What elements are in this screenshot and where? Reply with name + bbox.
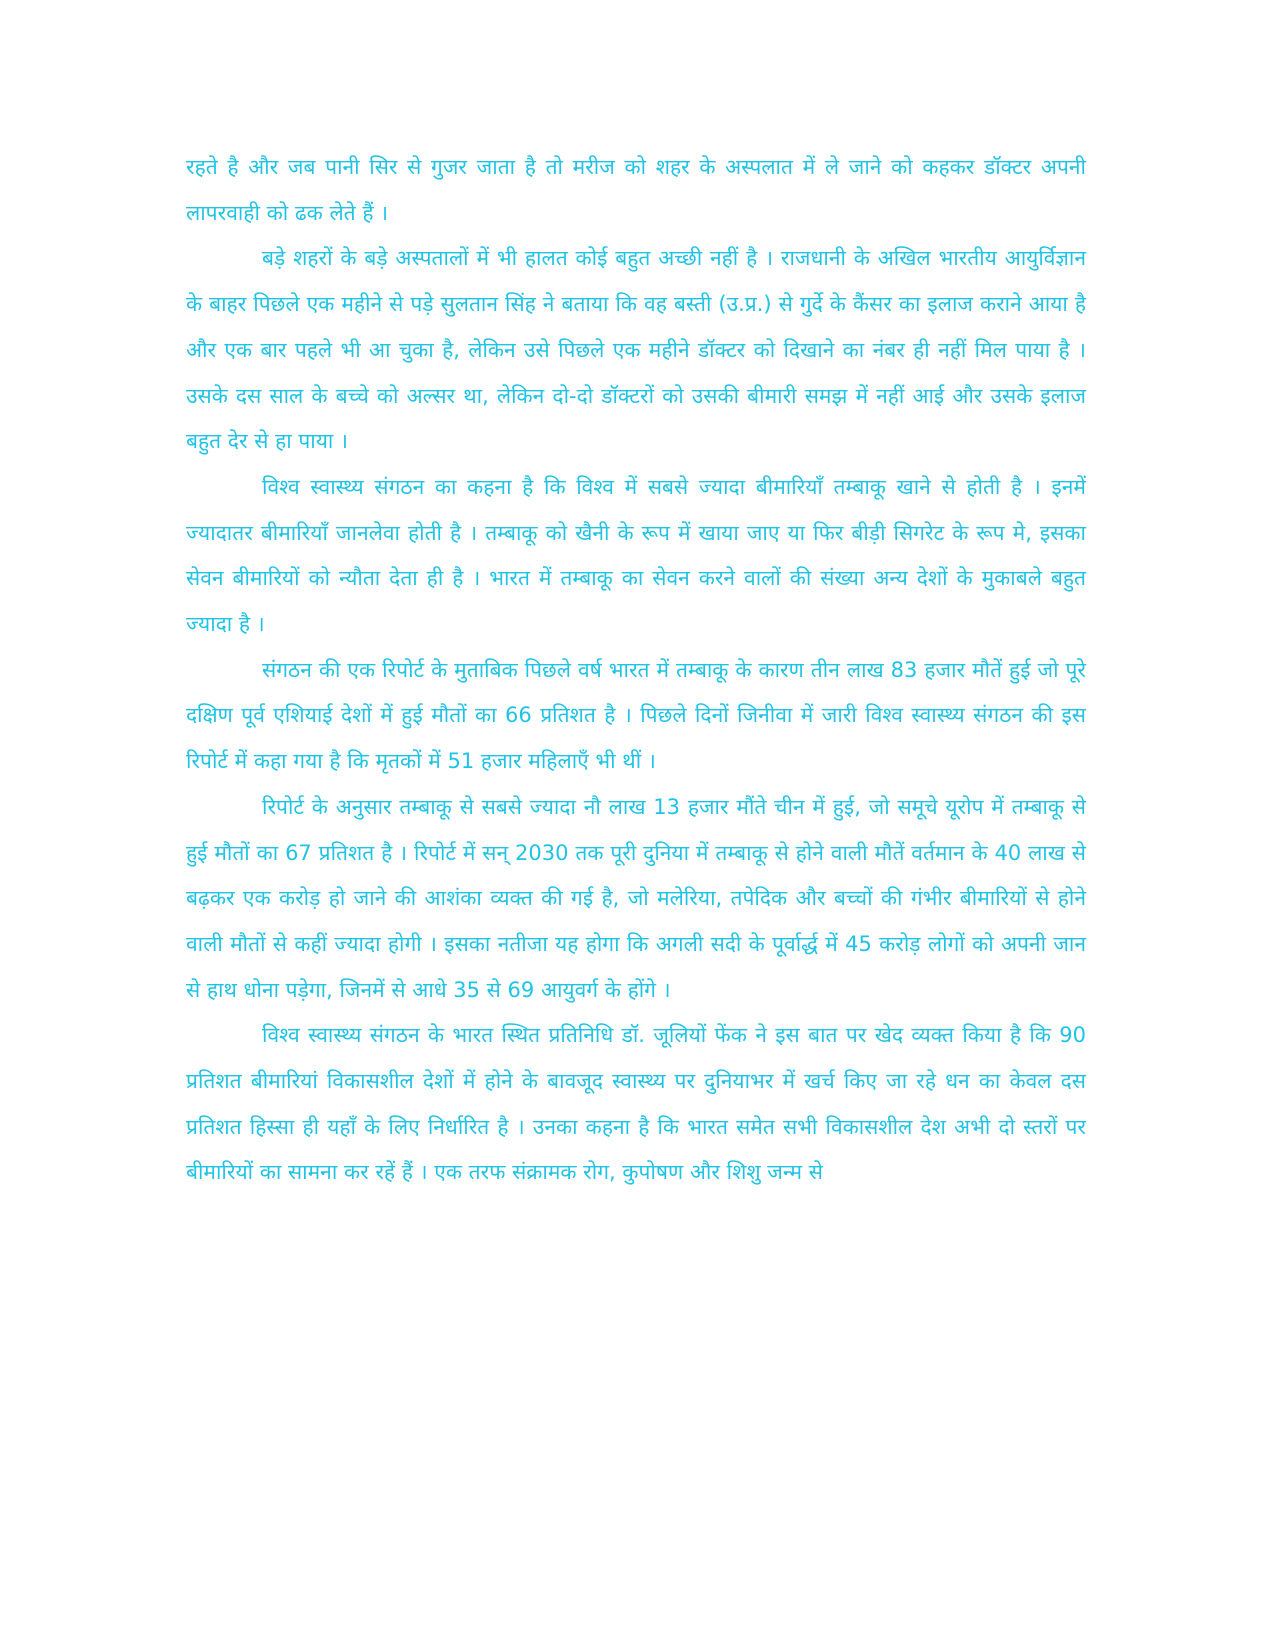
paragraph-2: बड़े शहरों के बड़े अस्पतालों में भी हालत कोई बहुत अच्छी नहीं है । राजधानी के अखिल भारतीय आयुर्विज्ञान के बाहर पिछले एक महीने से पड़े सुलतान सिंह ने बताया कि वह बस्ती (उ.प्र.) से गुर्दे के कैंसर का इलाज कराने आया है और एक बार पहले भी आ चुका है, लेकिन उसे पिछले एक महीने डॉक्टर को दिखाने का नंबर ही नहीं मिल पाया है । उसके दस साल के बच्चे को अल्सर था, लेकिन दो-दो डॉक्टरों को उसकी बीमारी समझ में नहीं आई और उसके इलाज बहुत देर से हा पाया ।	[186, 246, 1086, 454]
paragraph-5: रिपोर्ट के अनुसार तम्बाकू से सबसे ज्यादा नौ लाख 13 हजार मौंते चीन में हुई, जो समूचे यूरोप में तम्बाकू से हुई मौतों का 67 प्रतिशत है । रिपोर्ट में सन् 2030 तक पूरी दुनिया में तम्बाकू से होने वाली मौतें वर्तमान के 40 लाख से बढ़कर एक करोड़ हो जाने की आशंका व्यक्त की गई है, जो मलेरिया, तपेदिक और बच्चों की गंभीर बीमारियों से होने वाली मौतों से कहीं ज्यादा होगी । इसका नतीजा यह होगा कि अगली सदी के पूर्वार्द्ध में 45 करोड़ लोगों को अपनी जान से हाथ धोना पड़ेगा, जिनमें से आधे 35 से 69 आयुवर्ग के होंगे ।	[186, 794, 1086, 1002]
paragraph-1: रहते है और जब पानी सिर से गुजर जाता है तो मरीज को शहर के अस्पलात में ले जाने को कहकर डॉक्टर अपनी लापरवाही को ढक लेते हैं ।	[186, 155, 1086, 225]
document-body	[186, 145, 1086, 1196]
paragraph-6: विश्व स्वास्थ्य संगठन के भारत स्थित प्रतिनिधि डॉ. जूलियों फेंक ने इस बात पर खेद व्यक्त किया है कि 90 प्रतिशत बीमारियां विकासशील देशों में होने के बावजूद स्वास्थ्य पर दुनियाभर में खर्च किए जा रहे धन का केवल दस प्रतिशत हिस्सा ही यहाँ के लिए निर्धारित है । उनका कहना है कि भारत समेत सभी विकासशील देश अभी दो स्तरों पर बीमारियों का सामना कर रहें हैं । एक तरफ संक्रामक रोग, कुपोषण और शिशु जन्म से	[186, 1023, 1086, 1185]
paragraph-4: संगठन की एक रिपोर्ट के मुताबिक पिछले वर्ष भारत में तम्बाकू के कारण तीन लाख 83 हजार मौतें हुई जो पूरे दक्षिण पूर्व एशियाई देशों में हुई मौतों का 66 प्रतिशत है । पिछले दिनों जिनीवा में जारी विश्व स्वास्थ्य संगठन की इस रिपोर्ट में कहा गया है कि मृतकों में 51 हजार महिलाएँ भी थीं ।	[186, 657, 1086, 774]
paragraph-3: विश्व स्वास्थ्य संगठन का कहना है कि विश्व में सबसे ज्यादा बीमारियाँ तम्बाकू खाने से होती है । इनमें ज्यादातर बीमारियाँ जानलेवा होती है । तम्बाकू को खैनी के रूप में खाया जाए या फिर बीड़ी सिगरेट के रूप मे, इसका सेवन बीमारियों को न्यौता देता ही है । भारत में तम्बाकू का सेवन करने वालों की संख्या अन्य देशों के मुकाबले बहुत ज्यादा है ।	[186, 474, 1086, 637]
